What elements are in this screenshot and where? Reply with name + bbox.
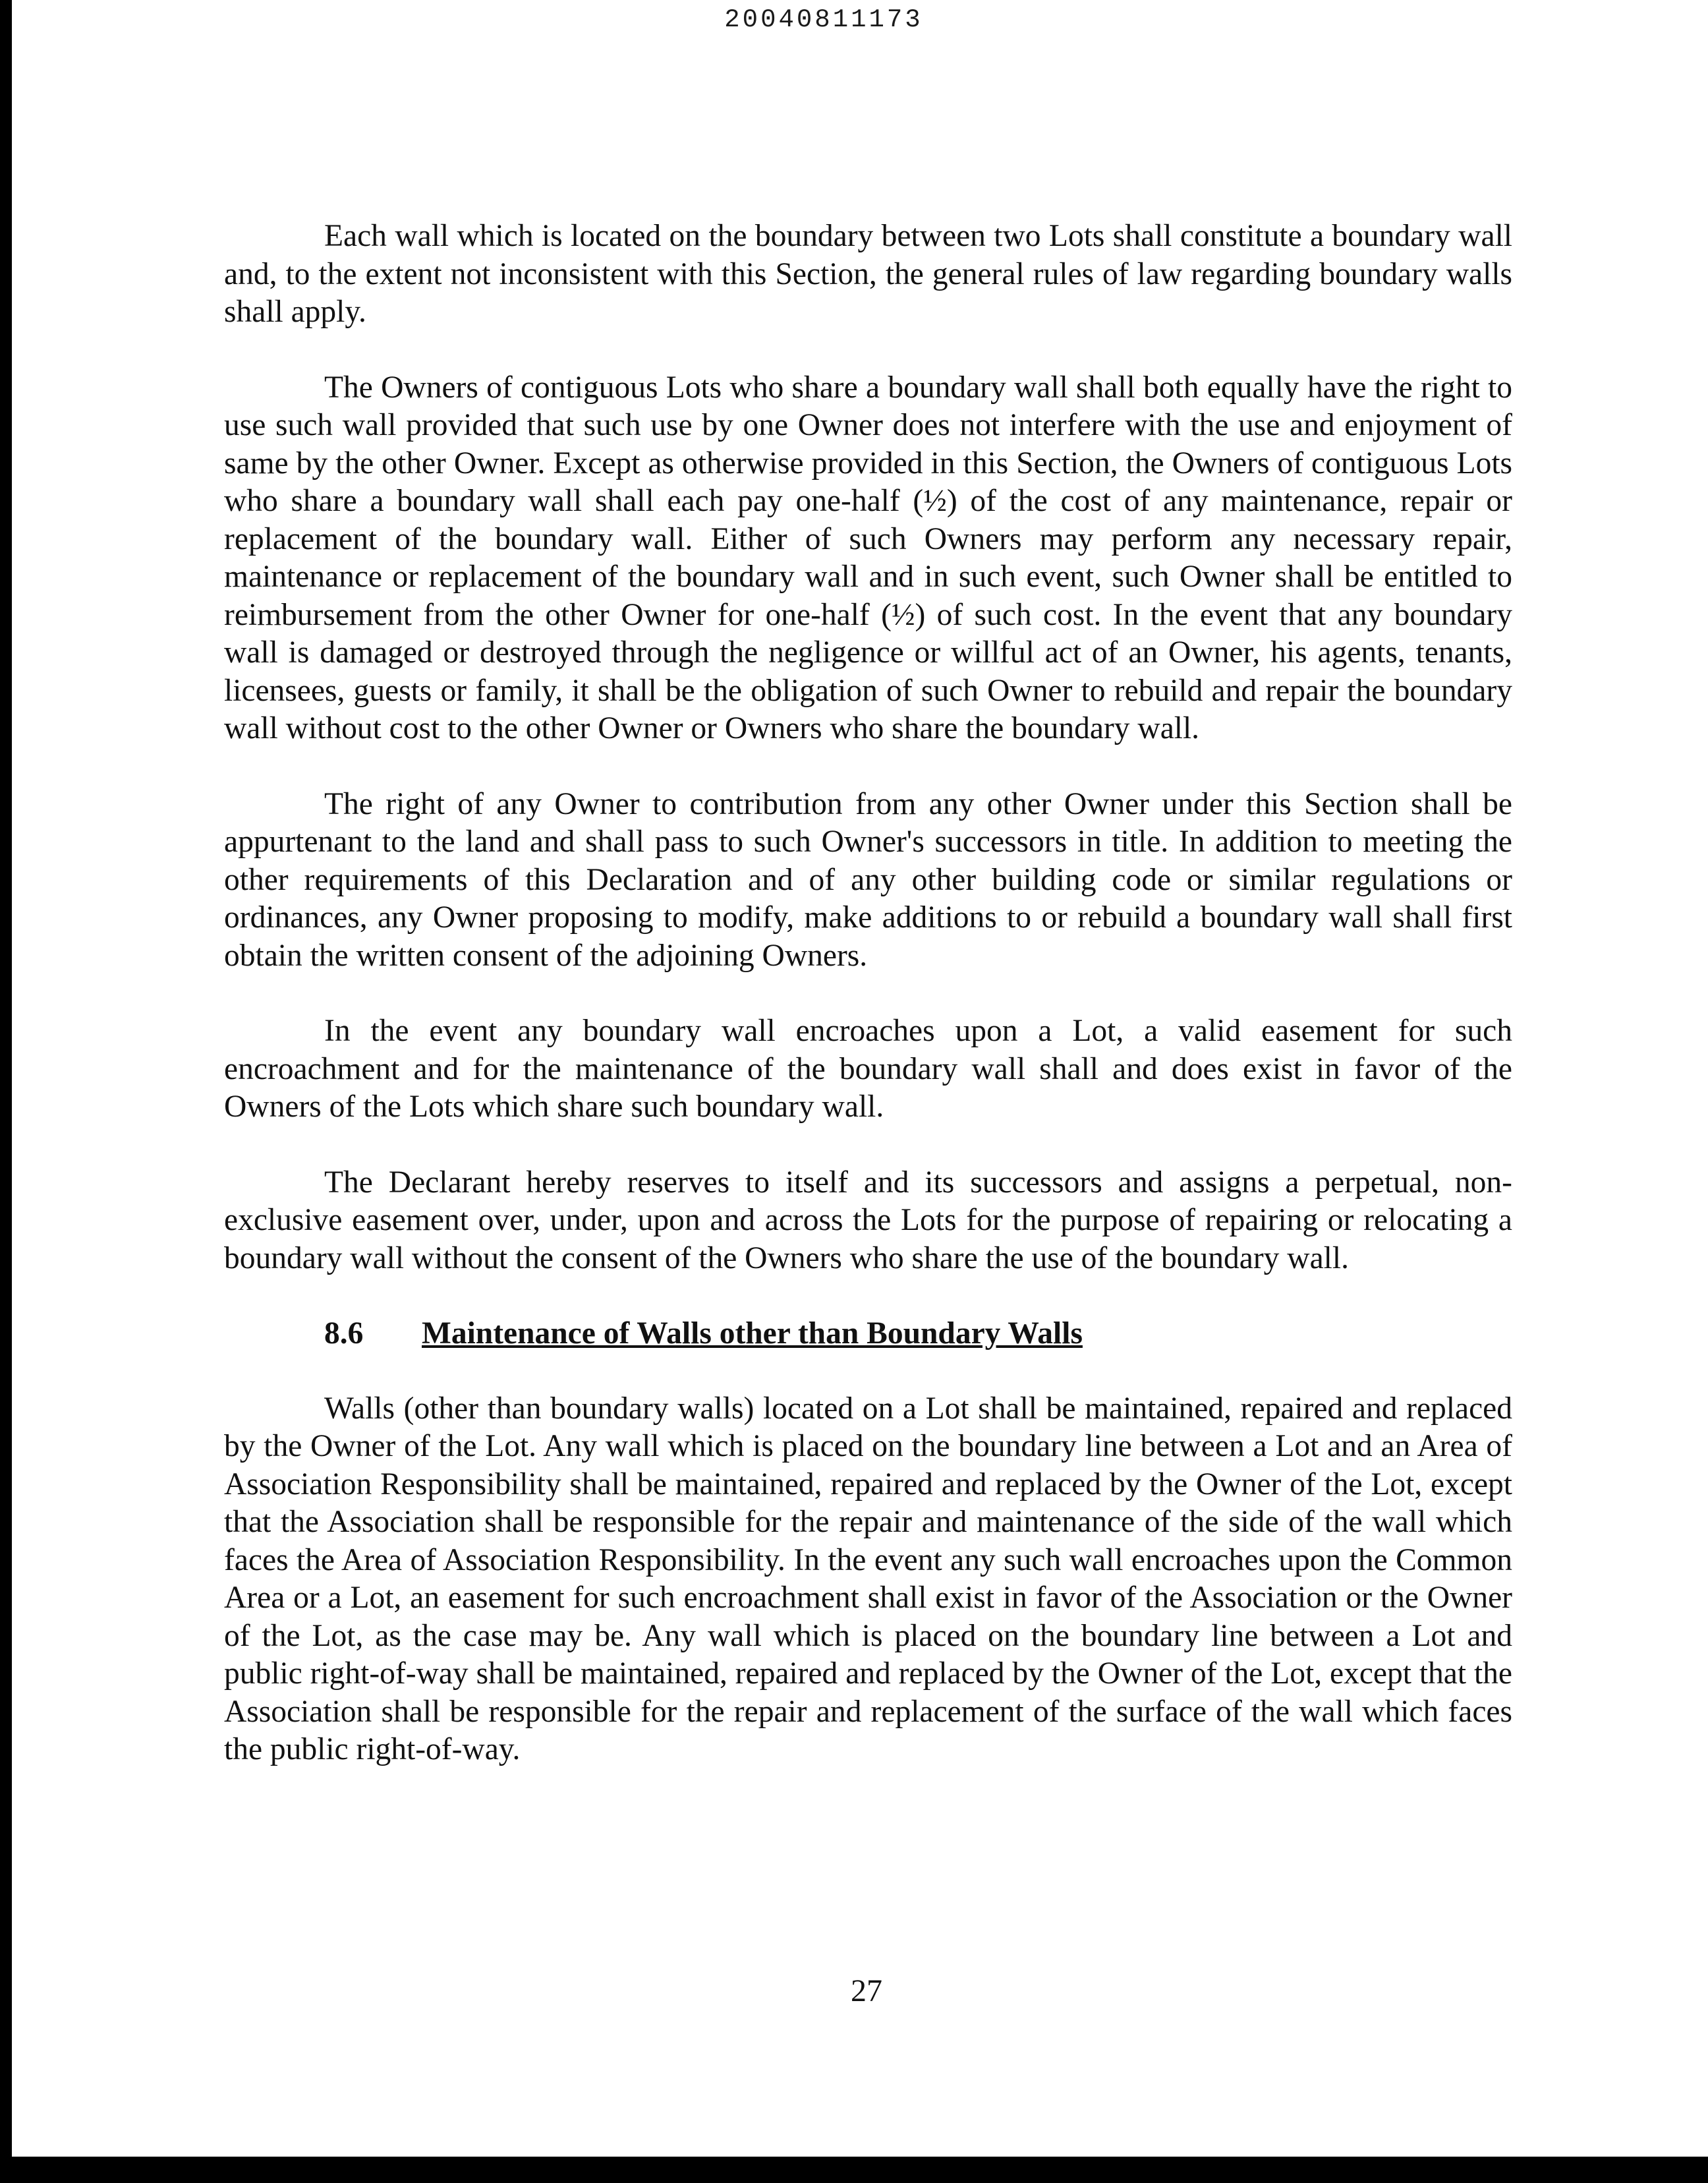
paragraph-boundary-wall-definition: Each wall which is located on the boundary between two Lots shall constitute a boundary wall and, to the extent not inconsistent with this Section, the general rules of law regarding boundary walls shall apply. xyxy=(224,219,1512,329)
scan-border-left xyxy=(0,0,12,2183)
section-number: 8.6 xyxy=(324,1316,364,1351)
paragraph-shared-use-and-cost: The Owners of contiguous Lots who share a boundary wall shall both equally have the right to use such wall provided that such use by one Owner does not interfere with the use and enjoyment of same by the other Owner. Except as otherwise provided in this Section, the Owners of contiguous Lots who share a boundary wall shall each pay one-half (½) of the cost of any maintenance, repair or replacement of the boundary wall. Either of such Owners may perform any necessary repair, maintenance or replacement of the boundary wall and in such event, such Owner shall be entitled to reimbursement from the other Owner for one-half (½) of such cost. In the event that any boundary wall is damaged or destroyed through the negligence or willful act of an Owner, his agents, tenants, licensees, guests or family, it shall be the obligation of such Owner to rebuild and repair the boundary wall without cost to the other Owner or Owners who share the boundary wall. xyxy=(224,370,1512,745)
paragraph-declarant-easement: The Declarant hereby reserves to itself and its successors and assigns a perpetual, non-exclusive easement over, under, upon and across the Lots for the purpose of repairing or relocating a boundary wall without the consent of the Owners who share the use of the boundary wall. xyxy=(224,1165,1512,1275)
paragraph-contribution-right: The right of any Owner to contribution from any other Owner under this Section shall be appurtenant to the land and shall pass to such Owner's successors in title. In addition to meeting the other requirements of this Declaration and of any other building code or similar regulations or ordinances, any Owner proposing to modify, make additions to or rebuild a boundary wall shall first obtain the written consent of the adjoining Owners. xyxy=(224,786,1512,973)
document-body xyxy=(224,218,1512,1807)
scan-border-bottom xyxy=(0,2157,1708,2183)
section-title: Maintenance of Walls other than Boundary Walls xyxy=(422,1316,1083,1351)
document-number: 20040811173 xyxy=(724,5,923,34)
section-heading xyxy=(224,1315,1512,1353)
paragraph-section-maintenance: Walls (other than boundary walls) located on a Lot shall be maintained, repaired and replaced by the Owner of the Lot. Any wall which is placed on the boundary line between a Lot and an Area of Association Responsibility shall be maintained, repaired and replaced by the Owner of the Lot, except that the Association shall be responsible for the repair and maintenance of the side of the wall which faces the Area of Association Responsibility. In the event any such wall encroaches upon the Common Area or a Lot, an easement for such encroachment shall exist in favor of the Association or the Owner of the Lot, as the case may be. Any wall which is placed on the boundary line between a Lot and public right-of-way shall be maintained, repaired and replaced by the Owner of the Lot, except that the Association shall be responsible for the repair and replacement of the surface of the wall which faces the public right-of-way. xyxy=(224,1391,1512,1766)
page-number: 27 xyxy=(851,1973,882,2008)
paragraph-encroachment-easement: In the event any boundary wall encroaches upon a Lot, a valid easement for such encroachment and for the maintenance of the boundary wall shall and does exist in favor of the Owners of the Lots which share such boundary wall. xyxy=(224,1014,1512,1124)
